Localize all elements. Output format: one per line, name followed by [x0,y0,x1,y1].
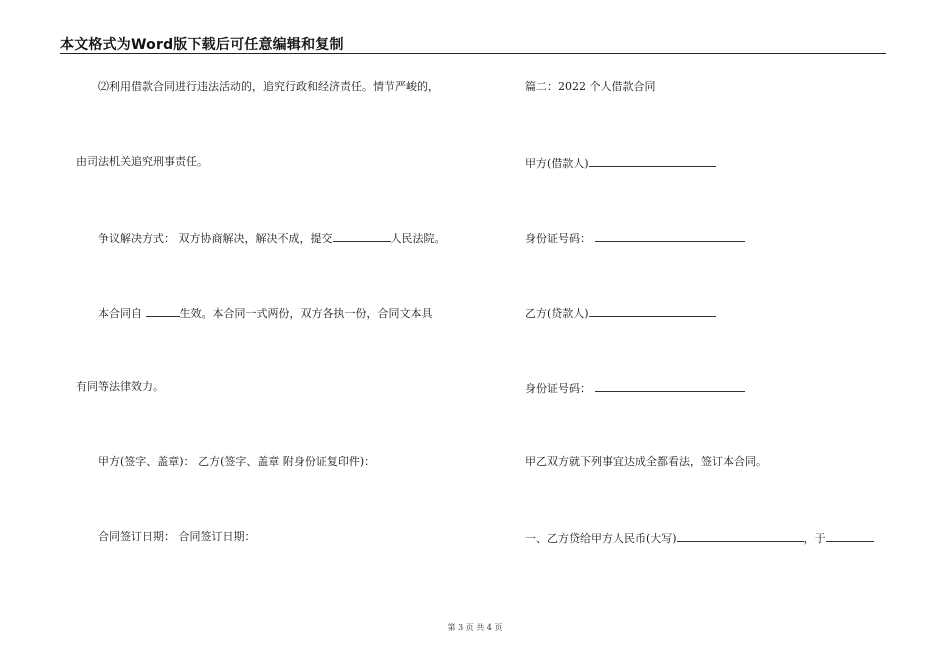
left-paragraph-5: 有同等法律效力。 [76,380,164,393]
party-b-id-label: 身份证号码： [525,382,595,395]
party-b-label: 乙方(贷款人) [525,307,589,320]
party-a-id-blank [595,230,745,242]
party-b-line [525,305,716,321]
party-a-line [525,155,716,171]
signature-line: 甲方(签字、盖章)： 乙方(签字、盖章 附身份证复印件)： [98,455,376,468]
loan-amount-line [525,530,874,546]
signing-date-line: 合同签订日期： 合同签订日期： [98,530,256,543]
party-b-id-line [525,380,745,396]
document-header-title: 本文格式为Word版下载后可任意编辑和复制 [60,37,344,53]
effective-date-prefix: 本合同自 [98,307,146,320]
left-paragraph-1: ⑵利用借款合同进行违法活动的，追究行政和经济责任。情节严峻的， [98,80,439,93]
effective-date-line [98,305,433,321]
header-divider [60,53,886,54]
agreement-statement: 甲乙双方就下列事宜达成全都看法，签订本合同。 [525,455,767,468]
page-number-footer: 第 3 页 共 4 页 [447,623,503,632]
party-a-label: 甲方(借款人) [525,157,589,170]
party-a-id-line [525,230,745,246]
dispute-resolution-text: 争议解决方式： 双方协商解决，解决不成，提交 [98,232,333,245]
loan-date-blank [826,530,874,542]
effective-date-suffix: 生效。本合同一式两份，双方各执一份，合同文本具 [179,307,433,320]
section-heading: 篇二：2022 个人借款合同 [525,80,656,93]
party-b-blank [589,305,716,317]
dispute-resolution-suffix: 人民法院。 [390,232,446,245]
loan-amount-blank [677,530,804,542]
party-a-id-label: 身份证号码： [525,232,595,245]
loan-amount-label: 一、乙方贷给甲方人民币(大写) [525,532,677,545]
dispute-resolution-line [98,230,446,246]
loan-date-prefix: ，于 [803,532,826,545]
court-name-blank [333,230,391,242]
left-paragraph-2: 由司法机关追究刑事责任。 [76,155,208,168]
party-a-blank [589,155,716,167]
effective-date-blank [146,305,180,317]
party-b-id-blank [595,380,745,392]
